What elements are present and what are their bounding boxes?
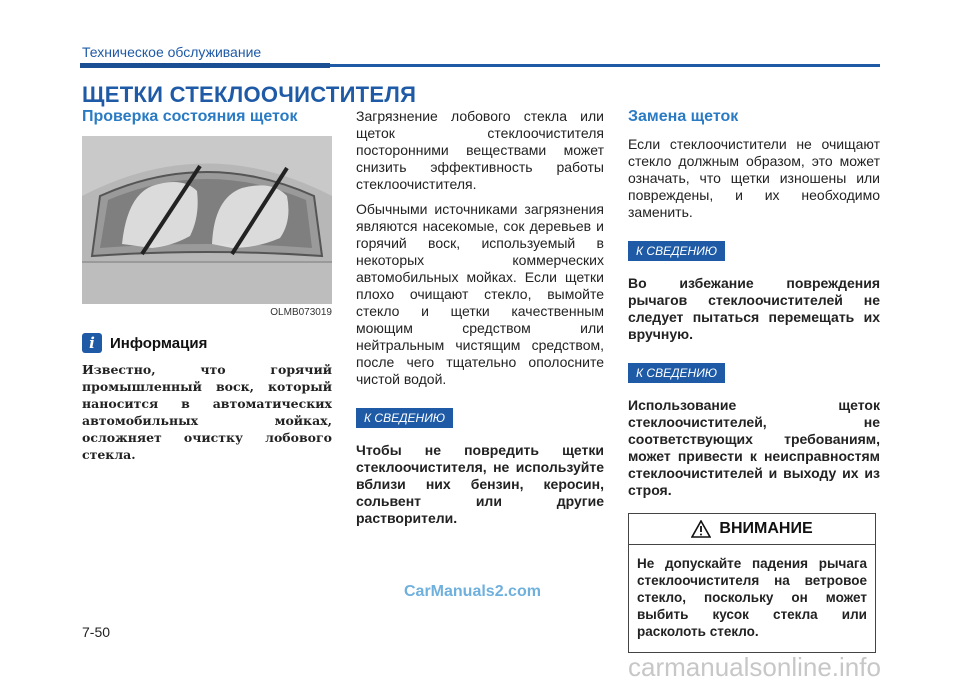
notice-badge-1: К СВЕДЕНИЮ [628, 241, 725, 261]
warning-body [629, 545, 875, 652]
subtitle-replace-wipers: Замена щеток [628, 108, 739, 125]
watermark-carmanualsonline[interactable]: carmanualsonline.info [628, 652, 881, 682]
warning-title: ВНИМАНИЕ [719, 520, 813, 537]
section-header: Техническое обслуживание [82, 44, 262, 60]
info-icon: i [82, 333, 102, 353]
column-middle [356, 108, 604, 535]
column-right [628, 108, 880, 653]
warning-triangle-icon [691, 520, 711, 538]
figure-code: OLMB073019 [270, 307, 332, 318]
paragraph-sources: Обычными источниками загрязнения являются насекомые, сок деревьев и горячий воск, используемый в некоторых коммерческих автомобильных мойках. Если щетки плохо очищают стекло, вымойте стекло и щетки качественным моющим средством или нейтральным чистящим средством, после чего тщательно ополосните чистой водой. [356, 201, 604, 387]
info-title: Информация [110, 334, 208, 352]
warning-header [629, 514, 875, 545]
notice-text-noncompliant: Использование щеток стеклоочистителей, не соответствующих требованиям, может привести к неисправностям стеклоочистителей и выходу их из строя. [628, 397, 880, 498]
notice-badge-2: К СВЕДЕНИЮ [628, 363, 725, 383]
notice-badge: К СВЕДЕНИЮ [356, 408, 453, 428]
paragraph-contamination: Загрязнение лобового стекла или щеток стеклоочистителя посторонними веществами может снизить эффективность работы стеклоочистителя. [356, 108, 604, 192]
windshield-illustration [82, 136, 332, 304]
watermark-carmanuals2[interactable]: CarManuals2.com [404, 583, 541, 600]
column-left [82, 108, 332, 463]
notice-text-solvents: Чтобы не повредить щетки стеклоочистителя, не используйте вблизи них бензин, керосин, сольвент или другие растворители. [356, 442, 604, 526]
warning-text: Не допускайте падения рычага стеклоочистителя на ветровое стекло, поскольку он может выбить кусок стекла или расколоть стекло. [637, 556, 867, 639]
info-header [82, 333, 332, 353]
subtitle-check-wipers: Проверка состояния щеток [82, 108, 298, 125]
warning-box [628, 513, 876, 653]
paragraph-replace: Если стеклоочистители не очищают стекло должным образом, это может означать, что щетки изношены или повреждены, и их необходимо заменить. [628, 136, 880, 220]
header-rule [80, 64, 880, 67]
info-text: Известно, что горячий промышленный воск, который наносится в автоматических автомобильных мойках, осложняет очистку лобового стекла. [82, 362, 332, 462]
windshield-drawing [82, 136, 332, 304]
notice-text-arms: Во избежание повреждения рычагов стеклоочистителей не следует пытаться перемещать их вручную. [628, 275, 880, 342]
chapter-title: ЩЕТКИ СТЕКЛООЧИСТИТЕЛЯ [82, 82, 417, 107]
page-number: 7-50 [82, 624, 111, 640]
